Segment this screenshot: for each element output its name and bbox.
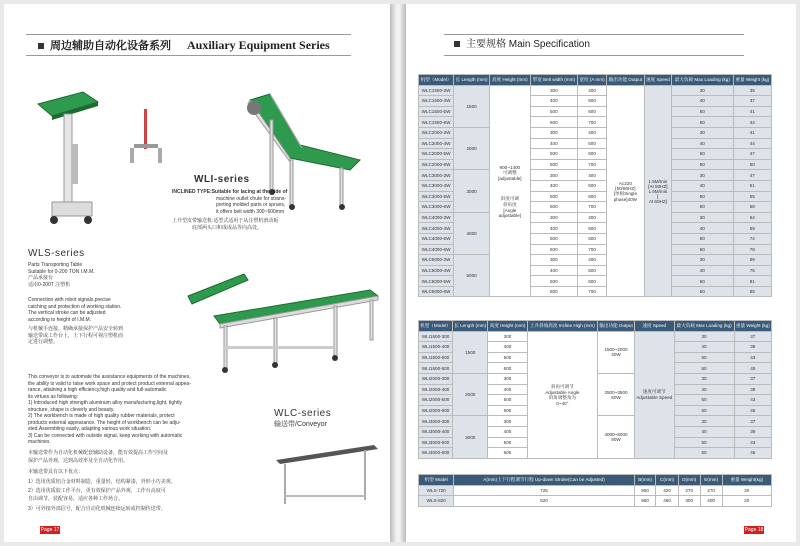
table-cell: 41 — [733, 106, 771, 117]
table-cell: 400 — [530, 138, 578, 149]
table-header-cell: 高度 Height (mm) — [488, 321, 527, 332]
wlc-side-illustration — [274, 440, 384, 510]
table-cell: 50 — [671, 233, 733, 244]
table-header-cell: C(mm) — [656, 475, 678, 486]
table-cell: 600 — [530, 202, 578, 213]
table-cell: 300 — [530, 127, 578, 138]
table-cell: 40 — [674, 426, 734, 437]
wls-desc-line: 输送带或工作台上，上下行程可视注塑机而 — [28, 332, 124, 339]
table-cell: 50 — [674, 352, 734, 363]
table-cell: 400 — [488, 384, 527, 395]
body-en-line: 1) Introduced high strength aluminum alloy manufacturing,light, tightly — [28, 400, 182, 406]
body-zh-line: 本输送带作为自动化机械配套辅助设备，能有效提高工作空间及 — [28, 450, 169, 456]
table-cell: 50 — [671, 244, 733, 255]
body-en-line: structure, shape is cleverly and beauty. — [28, 406, 115, 413]
output-cell: Ac220 [50/60HZ] [单相Single phase]40W — [606, 85, 644, 297]
wlc-spec-table — [418, 74, 772, 297]
table-cell: 50 — [671, 106, 733, 117]
wls-desc-line: catching and protection of working station. — [28, 303, 122, 310]
model-cell: WLC5000-4W — [419, 265, 454, 276]
table-cell: 400 — [578, 212, 607, 223]
table-cell: 700 — [578, 202, 607, 213]
table-header-cell: 速度 Speed — [644, 75, 671, 86]
model-cell: WLC2000-4W — [419, 138, 454, 149]
body-en-line: machines. — [28, 439, 51, 445]
table-cell: 500 — [530, 149, 578, 160]
table-header-cell: 带宽 Belt width (mm) — [530, 75, 578, 86]
table-cell: 600 — [488, 405, 527, 416]
table-cell: 74 — [733, 233, 771, 244]
table-cell: 300 — [530, 255, 578, 266]
table-cell: 600 — [578, 149, 607, 160]
page-number: Page 18 — [744, 527, 764, 533]
table-cell: 60 — [674, 448, 734, 459]
body-zh-line: 2）选用优质胶工作平台，更有效保护产品外观，工作台高度可 — [28, 488, 166, 494]
model-cell: WLC4000-4W — [419, 223, 454, 234]
page-number: Page 17 — [40, 527, 60, 533]
table-cell: 30 — [671, 85, 733, 96]
table-cell: 44 — [733, 117, 771, 128]
wls-table-illustration — [28, 84, 108, 229]
length-cell: 5000 — [454, 255, 490, 297]
height-cell: 900~1400 可调整 [adjustable] 斜度可调 斜角度 [Angle adjustable] — [490, 85, 530, 297]
table-cell: 700 — [578, 244, 607, 255]
table-header-row — [419, 475, 772, 486]
table-row — [419, 485, 772, 496]
model-cell: WLC3000-3W — [419, 170, 454, 181]
table-cell: 400 — [578, 85, 607, 96]
wli-title: WLI-series — [194, 174, 250, 185]
table-cell: 500 — [578, 180, 607, 191]
wls-title: WLS-series — [28, 248, 85, 259]
table-cell: 600 — [578, 106, 607, 117]
table-cell: 50 — [733, 159, 771, 170]
body-zh-line: 本输送带具有以下优点： — [28, 469, 84, 475]
table-header-cell: 重量 Weight (kg) — [734, 321, 771, 332]
table-cell: 850 — [634, 485, 656, 496]
table-cell: 500 — [578, 223, 607, 234]
table-cell: 81 — [733, 276, 771, 287]
model-cell: WLI1500-400 — [419, 342, 453, 353]
table-header-cell: 上升斜坡高度 Incline High (mm) — [527, 321, 597, 332]
table-cell: 20 — [722, 496, 772, 507]
body-zh-line: 保护产品外观，达到高效率及全自动化作用。 — [28, 458, 129, 464]
table-cell: 500 — [488, 352, 527, 363]
table-header-cell: 宽度 (A mm) — [578, 75, 607, 86]
table-cell: 50 — [674, 395, 734, 406]
table-cell: 40 — [671, 265, 733, 276]
body-en-line: 2) The workbench is made of high quality rubber materials, protect — [28, 413, 175, 419]
body-en-line: sted.Assembling easily, adapting various work situation. — [28, 426, 152, 432]
spec-header: 主要规格 Main Specification — [466, 39, 590, 50]
table-cell: 600 — [488, 448, 527, 459]
model-cell: WLI1500-600 — [419, 363, 453, 374]
table-cell: 46 — [734, 405, 771, 416]
table-header-cell: 机型（Model） — [419, 321, 453, 332]
table-header-cell: 高度 Height (mm) — [490, 75, 530, 86]
table-cell: 30 — [671, 212, 733, 223]
wls-desc-line: Parts Transporting Table — [28, 262, 83, 268]
table-cell: 300 — [488, 331, 527, 342]
table-cell: 45 — [734, 363, 771, 374]
wls-desc-line: The vertical stroke can be adjusted — [28, 310, 106, 316]
table-cell: 700 — [578, 159, 607, 170]
table-cell: 500 — [488, 437, 527, 448]
table-cell: 37 — [733, 96, 771, 107]
wlc-subtitle: 输送带/Conveyor — [274, 421, 327, 428]
model-cell: WLC4000-6W — [419, 244, 454, 255]
body-en-line: 3) Can be connected with outside signal, keep working with automatic — [28, 432, 183, 439]
wli-desc-line: 底部两头口和成成品等向高处。 — [192, 224, 263, 231]
left-page — [4, 4, 390, 542]
robot-arm-illustration — [126, 104, 166, 174]
table-header-cell: 长 Length (mm) — [453, 321, 488, 332]
table-cell: 78 — [733, 244, 771, 255]
table-cell: 400 — [530, 96, 578, 107]
table-cell: 50 — [671, 276, 733, 287]
speed-cell: 速度可调节 Adjustable Speed — [634, 331, 674, 458]
table-cell: 725 — [454, 485, 634, 496]
table-cell: 820 — [454, 496, 634, 507]
table-cell: 51 — [733, 180, 771, 191]
table-cell: 600 — [488, 363, 527, 374]
table-cell: 50 — [671, 191, 733, 202]
table-cell: 270 — [678, 485, 700, 496]
table-cell: 500 — [530, 233, 578, 244]
model-cell: WLI3000-400 — [419, 426, 453, 437]
model-cell: WLC2000-6W — [419, 159, 454, 170]
table-header-cell: 长 Length (mm) — [454, 75, 490, 86]
model-cell: WLS-720 — [419, 485, 454, 496]
table-cell: 500 — [530, 191, 578, 202]
table-cell: 300 — [488, 416, 527, 427]
wlc-conveyor-illustration — [184, 266, 384, 376]
table-cell: 500 — [488, 395, 527, 406]
body-en-line: its virtues as following: — [28, 393, 79, 400]
body-en-line: products external appearance. The height of workbench can be adju- — [28, 419, 181, 426]
table-cell: 420 — [656, 485, 678, 496]
table-cell: 50 — [671, 117, 733, 128]
body-en-line: the ability is valid to raise work space and protect product external appea- — [28, 380, 191, 387]
table-cell: 39 — [734, 384, 771, 395]
model-cell: WLC3000-6W — [419, 202, 454, 213]
table-header-cell: 机型（Model） — [419, 75, 454, 86]
table-cell: 43 — [734, 437, 771, 448]
table-cell: 30 — [671, 127, 733, 138]
body-zh-line: 自由调节，装配容易，适应各种工作场合。 — [28, 496, 124, 502]
wls-desc-line: 适用0-200T 注塑机 — [28, 281, 71, 288]
table-header-cell: B(mm) — [634, 475, 656, 486]
table-header-cell: 重量 Weight(kg) — [722, 475, 772, 486]
wlc-title: WLC-series — [274, 408, 332, 419]
table-cell: 400 — [530, 180, 578, 191]
table-header-cell: 最大负载 Max Loading (kg) — [671, 75, 733, 86]
table-cell: 58 — [733, 202, 771, 213]
wls-spec-table — [418, 474, 772, 507]
table-header-row — [419, 75, 772, 86]
wli-desc-line: 上升型皮带输送机:适型式适用于从注塑机滑动板 — [172, 218, 279, 224]
table-header-cell: 输出功能 Output — [606, 75, 644, 86]
table-cell: 40 — [671, 223, 733, 234]
table-cell: 400 — [488, 342, 527, 353]
wli-spec-table — [418, 320, 772, 459]
table-cell: 69 — [733, 255, 771, 266]
wls-desc-line: Connection with robot signals,precise — [28, 297, 111, 303]
model-cell: WLC2000-5W — [419, 149, 454, 160]
output-cell: 1500~2000 40W — [598, 331, 635, 373]
length-cell: 3000 — [454, 170, 490, 212]
model-cell: WLC1500-5W — [419, 106, 454, 117]
table-cell: 300 — [678, 496, 700, 507]
model-cell: WLC4000-3W — [419, 212, 454, 223]
table-header-cell: 机型 Model — [419, 475, 454, 486]
model-cell: WLI3000-300 — [419, 416, 453, 427]
table-cell: 600 — [578, 233, 607, 244]
table-cell: 700 — [578, 286, 607, 297]
table-cell: 40 — [671, 180, 733, 191]
table-row — [419, 127, 772, 138]
header-zh: 周边辅助自动化设备系列 — [50, 40, 171, 52]
length-cell: 3000 — [453, 416, 488, 458]
table-row — [419, 212, 772, 223]
wli-desc-line: porting molded parts or sprues, — [216, 202, 286, 208]
table-cell: 37 — [734, 373, 771, 384]
table-cell: 600 — [578, 191, 607, 202]
speed-cell: 1.5M/min [At 50HZ] 1.6M/min [ At 60HZ] — [644, 85, 671, 297]
table-row — [419, 85, 772, 96]
table-cell: 43 — [734, 352, 771, 363]
table-header-cell: D(mm) — [678, 475, 700, 486]
right-page — [406, 4, 796, 542]
table-cell: 400 — [578, 170, 607, 181]
body-zh-line: 1）选用优质铝合金材料制造，重量轻，结构紧凑，外形小巧美观。 — [28, 479, 176, 485]
model-cell: WLI3000-600 — [419, 448, 453, 459]
table-cell: 300 — [530, 170, 578, 181]
table-cell: 600 — [530, 117, 578, 128]
table-cell: 30 — [674, 416, 734, 427]
table-cell: 300 — [488, 373, 527, 384]
table-cell: 400 — [700, 496, 722, 507]
table-header-cell: E(mm) — [700, 475, 722, 486]
model-cell: WLI2000-600 — [419, 405, 453, 416]
body-en-line: This conveyor is to automate the assistance equipments of the machines, — [28, 374, 191, 380]
table-cell: 400 — [530, 265, 578, 276]
table-cell: 50 — [671, 149, 733, 160]
model-cell: WLC3000-4W — [419, 180, 454, 191]
wls-desc-line: 与机械手连接，精确承接保护产品安全转到 — [28, 326, 124, 332]
model-cell: WLI3000-500 — [419, 437, 453, 448]
length-cell: 2000 — [453, 373, 488, 415]
model-cell: WLC1500-6W — [419, 117, 454, 128]
table-cell: 600 — [578, 276, 607, 287]
table-cell: 64 — [733, 212, 771, 223]
table-cell: 500 — [578, 265, 607, 276]
table-cell: 40 — [674, 384, 734, 395]
wls-desc-line: according to height of I.M.M. — [28, 316, 92, 323]
model-cell: WLC5000-6W — [419, 286, 454, 297]
wls-desc-line: Suitable for 0-200 TON I.M.M. — [28, 268, 95, 275]
table-cell: 500 — [578, 138, 607, 149]
table-header-cell: 重量 Weight (kg) — [733, 75, 771, 86]
table-cell: 500 — [530, 106, 578, 117]
model-cell: WLC1500-4W — [419, 96, 454, 107]
table-row — [419, 170, 772, 181]
table-cell: 400 — [530, 223, 578, 234]
table-cell: 30 — [674, 331, 734, 342]
table-cell: 50 — [674, 437, 734, 448]
length-cell: 1500 — [454, 85, 490, 127]
table-cell: 30 — [674, 373, 734, 384]
table-cell: 40 — [674, 342, 734, 353]
table-cell: 40 — [671, 96, 733, 107]
table-cell: 37 — [734, 331, 771, 342]
length-cell: 2000 — [454, 127, 490, 169]
table-cell: 400 — [578, 255, 607, 266]
table-header-cell: A(mm)上下行程调节行程 Up-down Stroke(Can be Adjusted) — [454, 475, 634, 486]
table-cell: 400 — [578, 127, 607, 138]
table-cell: 40 — [671, 138, 733, 149]
model-cell: WLC1500-3W — [419, 85, 454, 96]
model-cell: WLI1500-500 — [419, 352, 453, 363]
body-zh-line: 3）可外接外部信号，配合自动化机械连续运转或控制传送带。 — [28, 506, 166, 512]
header-en: Auxiliary Equipment Series — [187, 38, 330, 52]
table-cell: 75 — [733, 265, 771, 276]
table-cell: 35 — [733, 85, 771, 96]
table-cell: 20 — [722, 485, 772, 496]
table-row — [419, 255, 772, 266]
table-cell: 47 — [733, 170, 771, 181]
table-cell: 950 — [634, 496, 656, 507]
wls-desc-line: 产品承接台 — [28, 275, 54, 281]
model-cell: WLI1500-300 — [419, 331, 453, 342]
wli-desc-line: it offers belt width 300~600mm — [216, 208, 285, 215]
table-cell: 60 — [674, 363, 734, 374]
table-row — [419, 331, 772, 342]
table-cell: 300 — [530, 212, 578, 223]
table-cell: 47 — [733, 149, 771, 160]
table-cell: 30 — [671, 170, 733, 181]
right-header — [444, 34, 744, 56]
square-bullet-icon — [454, 41, 460, 47]
table-cell: 43 — [734, 395, 771, 406]
table-cell: 37 — [734, 416, 771, 427]
model-cell: WLC3000-5W — [419, 191, 454, 202]
table-header-row — [419, 321, 772, 332]
table-cell: 55 — [733, 191, 771, 202]
table-cell: 69 — [733, 223, 771, 234]
model-cell: WLC2000-3W — [419, 127, 454, 138]
body-en-line: rance, attaining a high efficiency,high quality and full-automatic — [28, 387, 167, 393]
model-cell: WLC4000-5W — [419, 233, 454, 244]
table-header-cell: 最大负载 Max Loading (kg) — [674, 321, 734, 332]
spine-gutter — [390, 4, 406, 542]
table-cell: 41 — [733, 127, 771, 138]
table-cell: 30 — [671, 255, 733, 266]
output-cell: 4000~5000 90W — [598, 416, 635, 458]
table-cell: 39 — [734, 342, 771, 353]
table-cell: 460 — [656, 496, 678, 507]
table-cell: 500 — [578, 96, 607, 107]
table-cell: 400 — [488, 426, 527, 437]
table-cell: 50 — [671, 159, 733, 170]
table-cell: 50 — [671, 202, 733, 213]
model-cell: WLC5000-5W — [419, 276, 454, 287]
wli-desc-line: INCLINED TYPE:Suitable for lacing at the side of — [172, 189, 288, 195]
table-cell: 270 — [700, 485, 722, 496]
table-cell: 44 — [733, 138, 771, 149]
table-cell: 500 — [530, 276, 578, 287]
table-header-cell: 输出功能 Output — [598, 321, 635, 332]
table-cell: 600 — [530, 244, 578, 255]
incline-cell: 斜角可调节 Adjustable Angle 斜角调整角为 0~40° — [527, 331, 597, 458]
table-cell: 700 — [578, 117, 607, 128]
left-header — [26, 34, 351, 56]
table-cell: 85 — [733, 286, 771, 297]
model-cell: WLI2000-300 — [419, 373, 453, 384]
table-header-cell: 速度 Speed — [634, 321, 674, 332]
wli-desc-line: machine outlet chute for strans- — [216, 195, 287, 202]
length-cell: 4000 — [454, 212, 490, 254]
table-cell: 39 — [734, 426, 771, 437]
model-cell: WLI2000-500 — [419, 395, 453, 406]
model-cell: WLC5000-3W — [419, 255, 454, 266]
table-cell: 600 — [530, 286, 578, 297]
model-cell: WLS-820 — [419, 496, 454, 507]
wls-desc-line: 定进行调整。 — [28, 339, 59, 345]
table-cell: 600 — [530, 159, 578, 170]
length-cell: 1500 — [453, 331, 488, 373]
model-cell: WLI2000-400 — [419, 384, 453, 395]
output-cell: 2500~3500 60W — [598, 373, 635, 415]
table-row — [419, 496, 772, 507]
table-cell: 46 — [734, 448, 771, 459]
table-cell: 300 — [530, 85, 578, 96]
table-cell: 60 — [674, 405, 734, 416]
square-bullet-icon — [38, 43, 44, 49]
table-cell: 50 — [671, 286, 733, 297]
